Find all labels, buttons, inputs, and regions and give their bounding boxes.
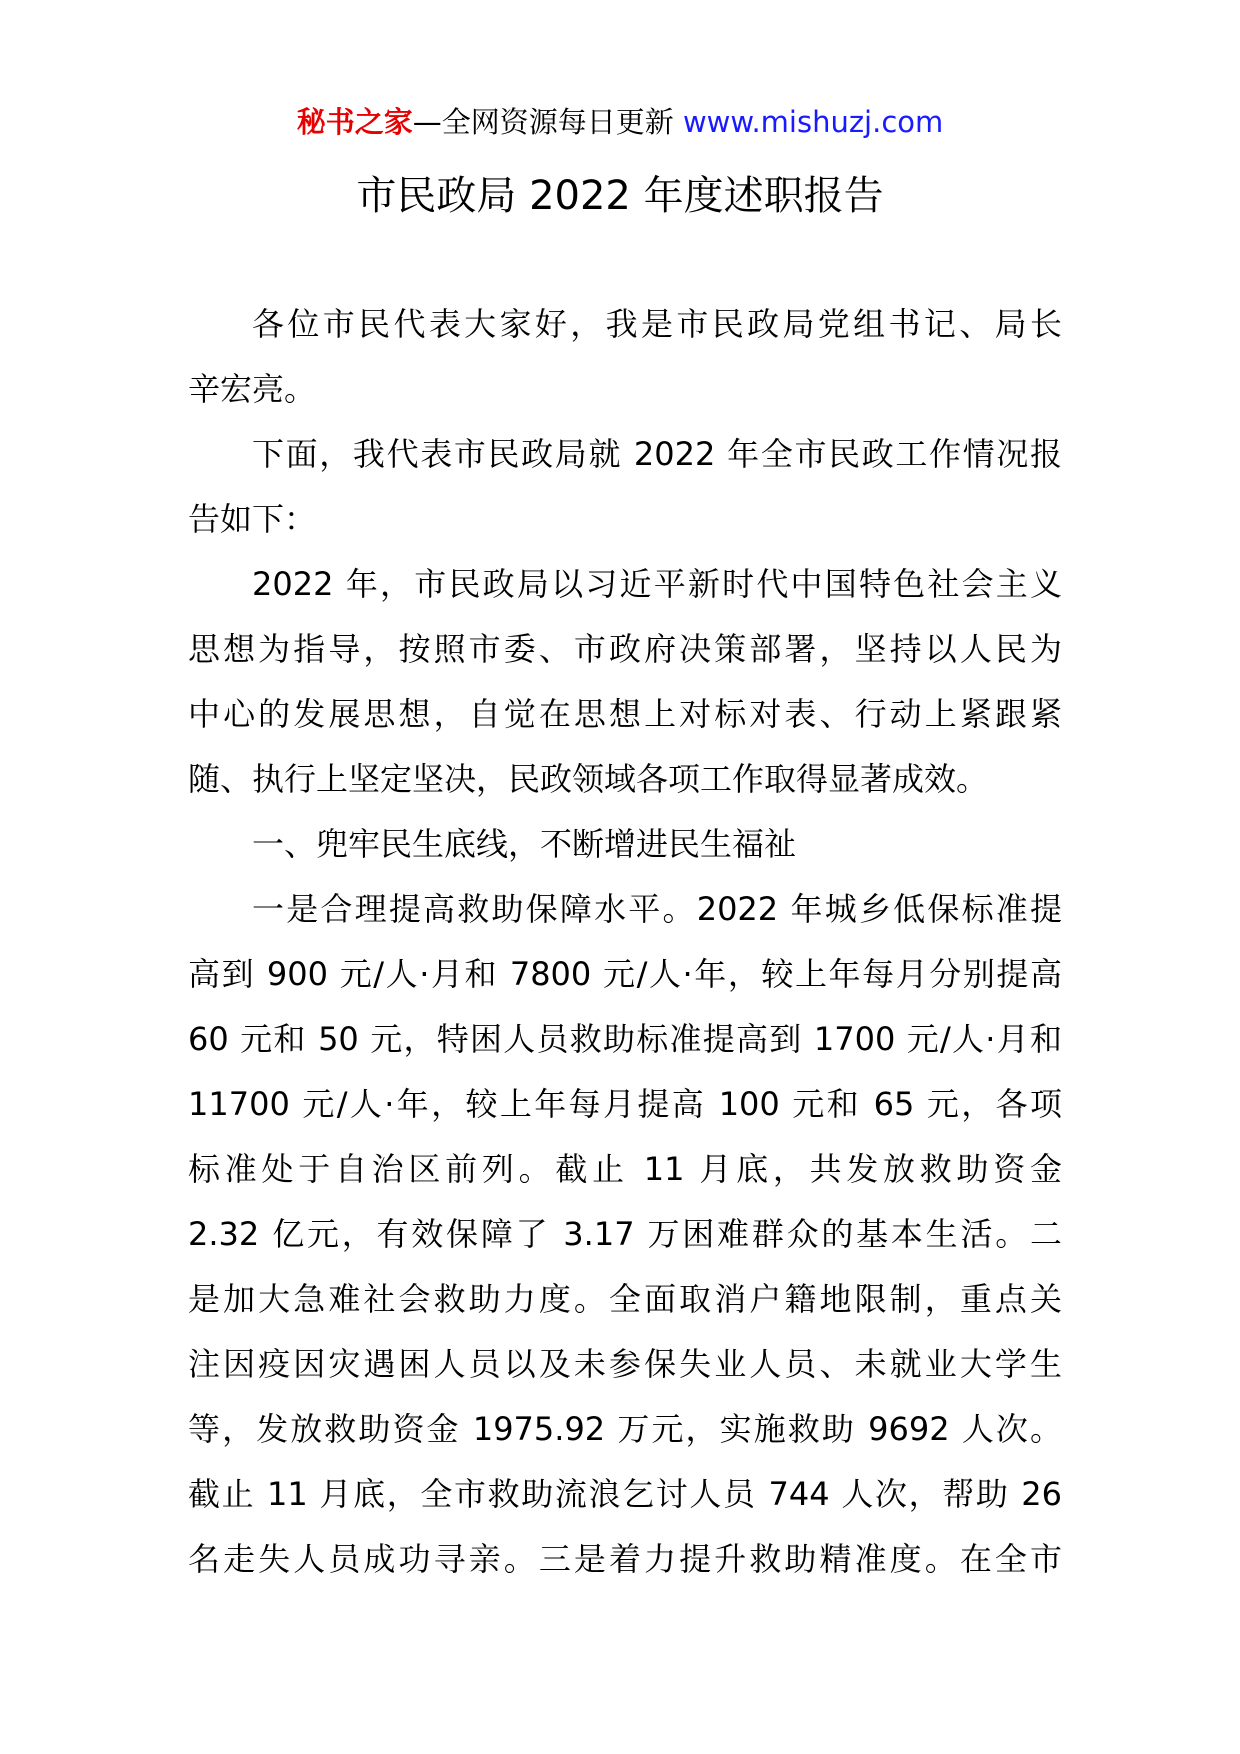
paragraph-line: 11700 元/人·年，较上年每月提高 100 元和 65 元，各项 xyxy=(188,1085,1062,1123)
section-heading: 一、兜牢民生底线，不断增进民生福祉 xyxy=(252,825,797,863)
paragraph-section-one xyxy=(188,877,1062,1592)
paragraph-line: 截止 11 月底，全市救助流浪乞讨人员 744 人次，帮助 26 xyxy=(188,1475,1062,1513)
paragraph-line: 名走失人员成功寻亲。三是着力提升救助精准度。在全市 xyxy=(188,1540,1062,1578)
paragraph-line: 标准处于自治区前列。截止 11 月底，共发放救助资金 xyxy=(188,1150,1062,1188)
brand-name: 秘书之家 xyxy=(296,105,413,139)
paragraph-intro xyxy=(188,422,1062,552)
paragraph-line: 高到 900 元/人·月和 7800 元/人·年，较上年每月分别提高 xyxy=(188,955,1062,993)
paragraph-line: 下面，我代表市民政局就 2022 年全市民政工作情况报 xyxy=(252,435,1062,473)
paragraph-line: 注因疫因灾遇困人员以及未参保失业人员、未就业大学生 xyxy=(188,1345,1062,1383)
document-body xyxy=(188,292,1062,1592)
paragraph-line: 随、执行上坚定坚决，民政领域各项工作取得显著成效。 xyxy=(188,760,989,798)
paragraph-line: 各位市民代表大家好，我是市民政局党组书记、局长 xyxy=(252,305,1062,343)
paragraph-line: 60 元和 50 元，特困人员救助标准提高到 1700 元/人·月和 xyxy=(188,1020,1062,1058)
paragraph-line: 2.32 亿元，有效保障了 3.17 万困难群众的基本生活。二 xyxy=(188,1215,1062,1253)
paragraph-greeting xyxy=(188,292,1062,422)
paragraph-line: 中心的发展思想，自觉在思想上对标对表、行动上紧跟紧 xyxy=(188,695,1062,733)
paragraph-line: 告如下： xyxy=(188,500,317,538)
paragraph-overview xyxy=(188,552,1062,812)
paragraph-line: 辛宏亮。 xyxy=(188,370,317,408)
paragraph-line: 2022 年，市民政局以习近平新时代中国特色社会主义 xyxy=(252,565,1062,603)
paragraph-line: 是加大急难社会救助力度。全面取消户籍地限制，重点关 xyxy=(188,1280,1062,1318)
document-title: 市民政局 2022 年度述职报告 xyxy=(356,173,884,219)
paragraph-line: 一是合理提高救助保障水平。2022 年城乡低保标准提 xyxy=(252,890,1062,928)
paragraph-line: 等，发放救助资金 1975.92 万元，实施救助 9692 人次。 xyxy=(188,1410,1062,1448)
site-url-link[interactable]: www.mishuzj.com xyxy=(682,105,944,139)
site-header xyxy=(0,100,1240,144)
paragraph-line: 思想为指导，按照市委、市政府决策部署，坚持以人民为 xyxy=(188,630,1062,668)
header-slogan: —全网资源每日更新 xyxy=(412,105,674,139)
